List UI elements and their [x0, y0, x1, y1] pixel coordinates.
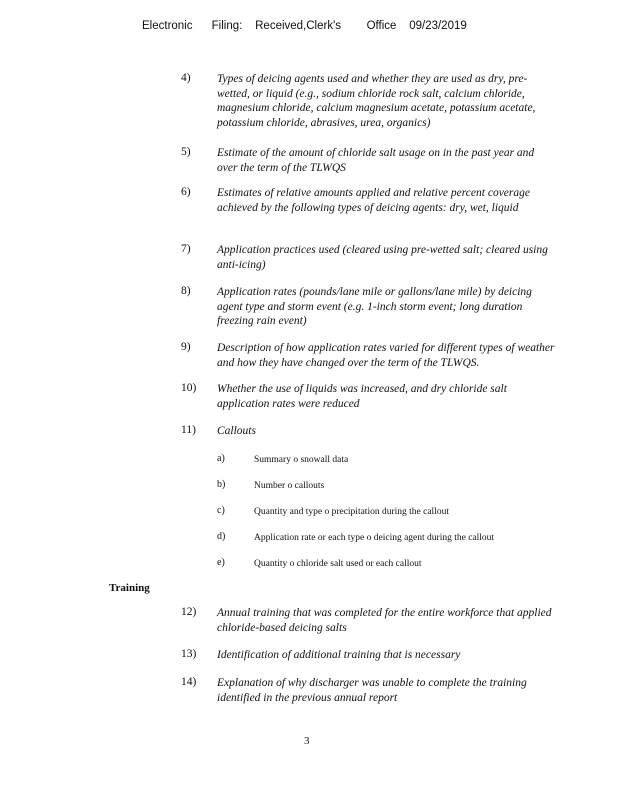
- page-number: 3: [304, 735, 310, 747]
- item-text: Callouts: [217, 425, 256, 437]
- item-number: 5): [181, 146, 191, 158]
- item-number: 7): [181, 243, 191, 255]
- item-text: Description of how application rates varied for different types of weather and how they have changed over the term of the TLWQS.: [217, 342, 555, 369]
- item-text: Application practices used (cleared using pre-wetted salt; cleared using anti-icing): [217, 244, 548, 271]
- item-number: 12): [181, 606, 197, 618]
- sub-item-text: Quantity o chloride salt used or each callout: [254, 559, 422, 569]
- sub-item-text: Number o callouts: [254, 481, 325, 491]
- item-number: 11): [181, 424, 196, 436]
- sub-item-letter: a): [217, 453, 225, 464]
- item-text: Estimates of relative amounts applied and relative percent coverage achieved by the following types of deicing agents: dry, wet, liquid: [217, 187, 530, 214]
- item-text: Estimate of the amount of chloride salt usage on in the past year and over the term of the TLWQS: [217, 147, 535, 174]
- item-number: 6): [181, 186, 191, 198]
- item-number: 9): [181, 341, 191, 353]
- item-text: Whether the use of liquids was increased, and dry chloride salt application rates were reduced: [217, 383, 507, 410]
- sub-item-text: Summary o snowall data: [254, 455, 349, 465]
- item-text: Identification of additional training that is necessary: [217, 649, 461, 661]
- sub-item-text: Quantity and type o precipitation during the callout: [254, 507, 449, 517]
- section-heading-training: Training: [109, 582, 150, 594]
- sub-item-letter: c): [217, 505, 225, 516]
- item-number: 8): [181, 285, 191, 297]
- sub-item-letter: b): [217, 479, 226, 490]
- item-text: Annual training that was completed for the entire workforce that applied chloride-based deicing salts: [217, 607, 552, 634]
- filing-header: Electronic Filing: Received,Clerk's Office 09/23/2019: [142, 20, 467, 32]
- sub-item-letter: d): [217, 531, 226, 542]
- item-text: Explanation of why discharger was unable to complete the training identified in the previous annual report: [217, 677, 527, 704]
- item-number: 13): [181, 648, 197, 660]
- item-number: 14): [181, 676, 197, 688]
- item-number: 4): [181, 72, 191, 84]
- item-number: 10): [181, 382, 197, 394]
- item-text: Application rates (pounds/lane mile or gallons/lane mile) by deicing agent type and storm event (e.g. 1-inch storm event; long duration freezing rain event): [217, 286, 532, 327]
- sub-item-letter: e): [217, 557, 225, 568]
- sub-item-text: Application rate or each type o deicing agent during the callout: [254, 533, 495, 543]
- item-text: Types of deicing agents used and whether they are used as dry, pre-wetted, or liquid (e.g., sodium chloride rock salt, calcium chloride, magnesium chloride, calcium magnesium acetate, potassium acetate, potassium chloride, abrasives, urea, organics): [217, 73, 536, 129]
